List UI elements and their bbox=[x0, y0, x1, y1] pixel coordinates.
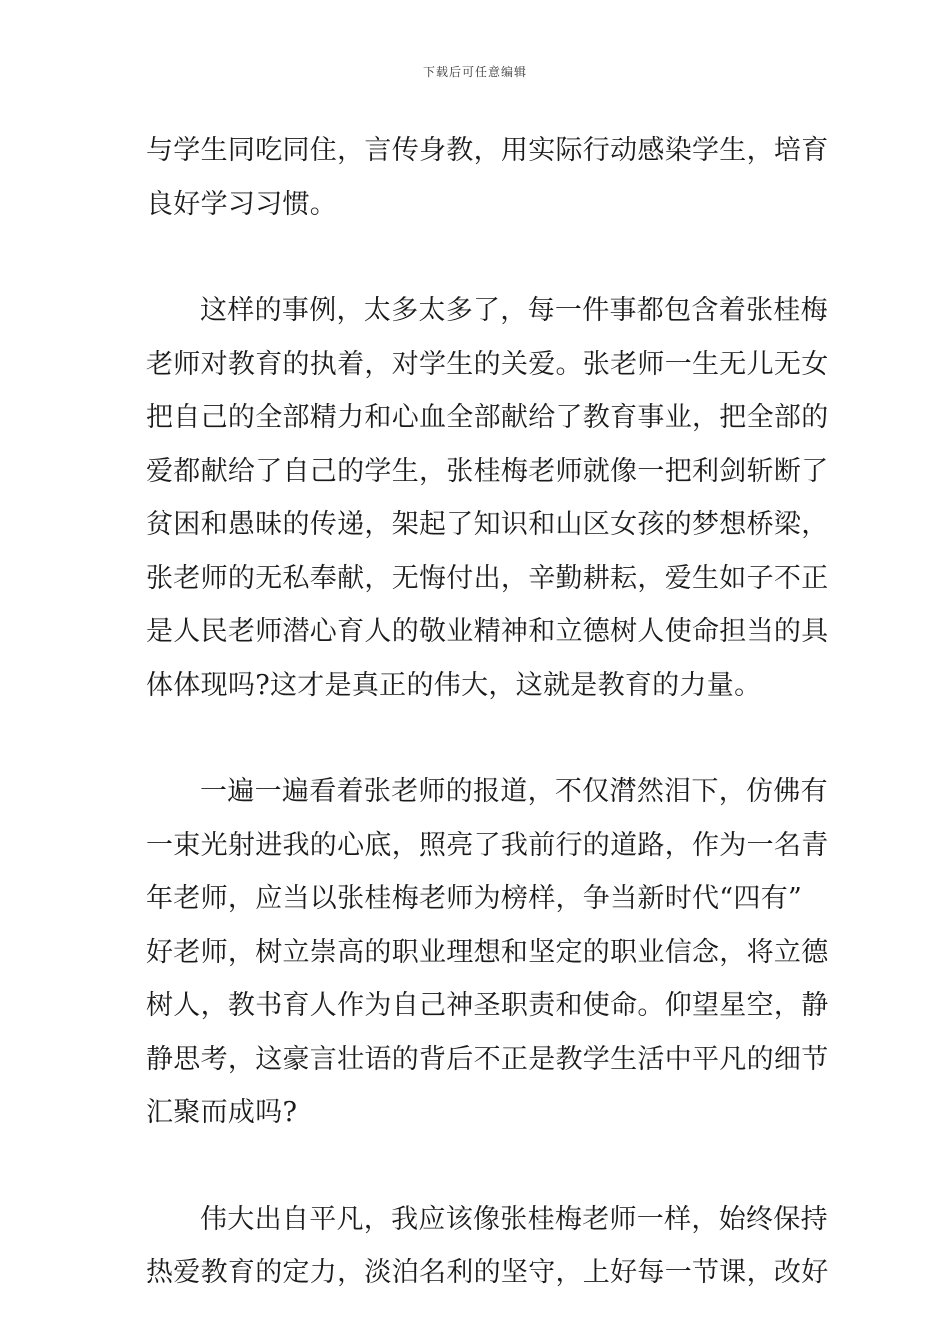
paragraph bbox=[146, 124, 829, 231]
text-line: 静思考，这豪言壮语的背后不正是教学生活中平凡的细节 bbox=[146, 1043, 829, 1075]
text-line: 与学生同吃同住，言传身教，用实际行动感染学生，培育 bbox=[146, 135, 829, 166]
text-line: 是人民老师潜心育人的敬业精神和立德树人使命担当的具 bbox=[146, 616, 829, 647]
document-body bbox=[146, 124, 829, 1300]
paragraph bbox=[146, 1193, 829, 1300]
paragraph bbox=[146, 765, 829, 1140]
text-line: 老师对教育的执着，对学生的关爱。张老师一生无儿无女 bbox=[146, 348, 829, 380]
text-line: 爱都献给了自己的学生，张桂梅老师就像一把利剑斩断了 bbox=[146, 455, 829, 487]
paragraph bbox=[146, 284, 829, 712]
text-line: 伟大出自平凡，我应该像张桂梅老师一样，始终保持 bbox=[200, 1203, 828, 1235]
text-line: 汇聚而成吗? bbox=[146, 1097, 298, 1128]
page-header: 下载后可任意编辑 bbox=[422, 65, 527, 79]
paragraph-spacer bbox=[146, 1140, 810, 1193]
text-line: 一遍一遍看着张老师的报道，不仅潸然泪下，仿佛有 bbox=[200, 776, 828, 807]
text-line: 一束光射进我的心底，照亮了我前行的道路，作为一名青 bbox=[146, 829, 829, 861]
paragraph-spacer bbox=[146, 231, 810, 284]
text-line: 贫困和愚昧的传递，架起了知识和山区女孩的梦想桥梁， bbox=[146, 509, 829, 540]
text-line: 热爱教育的定力，淡泊名利的坚守，上好每一节课，改好 bbox=[146, 1257, 829, 1288]
text-line: 这样的事例，太多太多了，每一件事都包含着张桂梅 bbox=[200, 295, 828, 326]
text-line: 体体现吗?这才是真正的伟大，这就是教育的力量。 bbox=[146, 669, 762, 701]
text-line: 树人，教书育人作为自己神圣职责和使命。仰望星空，静 bbox=[146, 990, 829, 1021]
text-line: 好老师，树立崇高的职业理想和坚定的职业信念，将立德 bbox=[146, 936, 829, 968]
text-line: 把自己的全部精力和心血全部献给了教育事业，把全部的 bbox=[146, 402, 829, 433]
paragraph-spacer bbox=[146, 712, 810, 765]
text-line: 年老师，应当以张桂梅老师为榜样，争当新时代“四有” bbox=[146, 883, 803, 914]
text-line: 张老师的无私奉献，无悔付出，辛勤耕耘，爱生如子不正 bbox=[146, 562, 829, 594]
text-line: 良好学习习惯。 bbox=[146, 188, 338, 220]
